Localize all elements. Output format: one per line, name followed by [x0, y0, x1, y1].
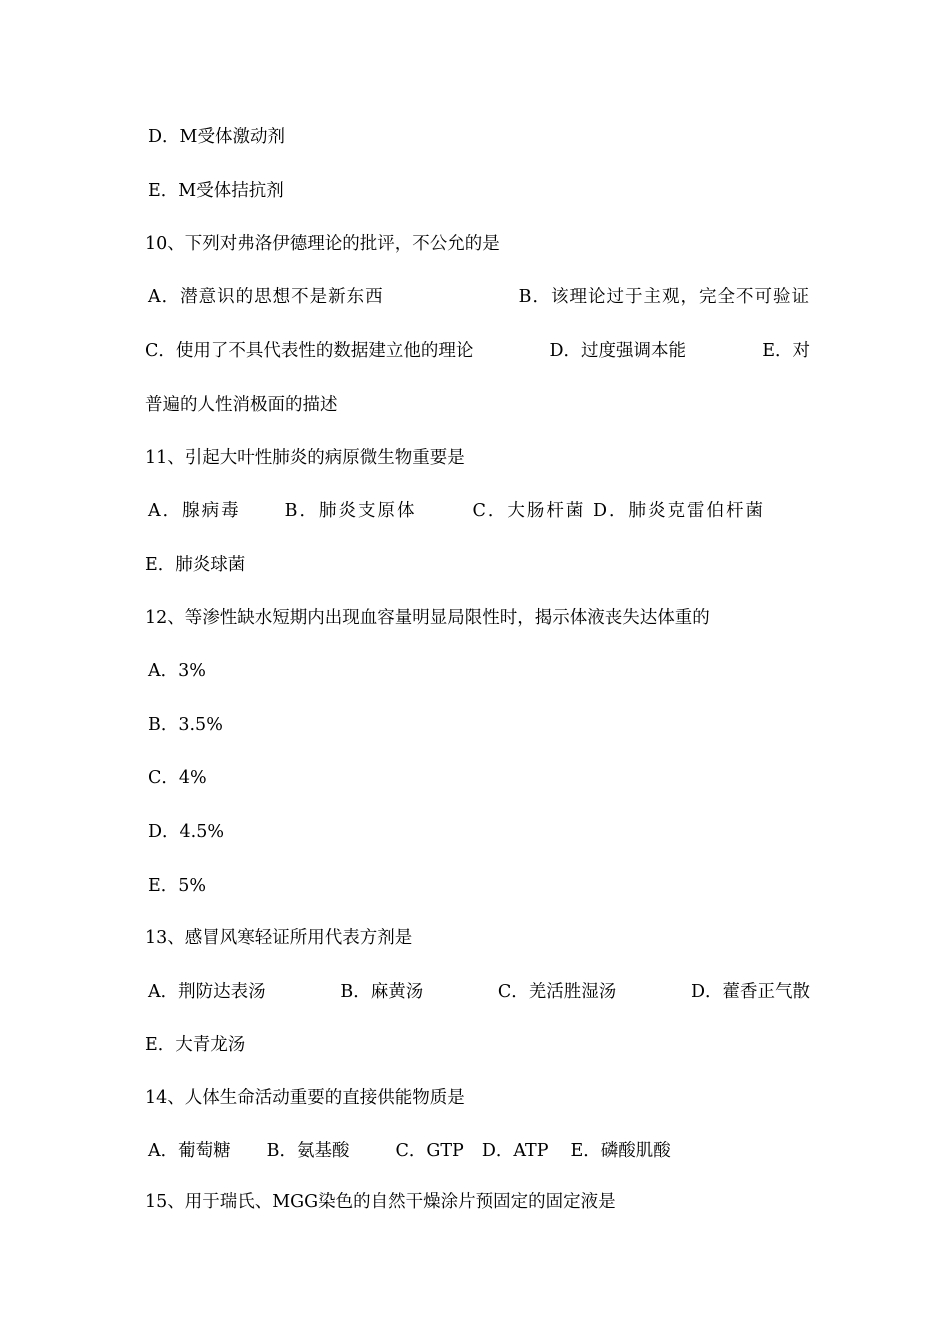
- option-line: [145, 871, 810, 901]
- option-d: D．ATP: [481, 1141, 549, 1161]
- option-e-continued: 普遍的人性消极面的描述: [145, 395, 338, 415]
- question-13: [145, 923, 810, 953]
- question-11-options-row-2: [145, 550, 810, 580]
- question-14-options-row-1: [145, 1136, 810, 1166]
- question-10: [145, 229, 810, 259]
- option-d: D．藿香正气散: [690, 982, 810, 1002]
- option-c: C．使用了不具代表性的数据建立他的理论: [145, 341, 474, 361]
- option-c: C．羌活胜湿汤: [497, 982, 617, 1002]
- question-text: 12、等渗性缺水短期内出现血容量明显局限性时，揭示体液丧失达体重的: [145, 608, 710, 628]
- question-text: 13、感冒风寒轻证所用代表方剂是: [145, 928, 413, 948]
- option-line: [145, 817, 810, 847]
- option-b: B．该理论过于主观，完全不可验证: [518, 287, 810, 307]
- option-d: D．4.5%: [148, 822, 224, 842]
- option-e: E．大青龙汤: [145, 1035, 246, 1055]
- option-c: C．4%: [148, 768, 207, 788]
- option-line: [145, 176, 810, 206]
- question-text: 10、下列对弗洛伊德理论的批评，不公允的是: [145, 234, 500, 254]
- option-text: D．M受体激动剂: [148, 127, 285, 147]
- question-10-options-row-1: [145, 282, 810, 312]
- option-line: [145, 763, 810, 793]
- question-text: 15、用于瑞氏、MGG染色的自然干燥涂片预固定的固定液是: [145, 1192, 616, 1212]
- option-c-d: C．大肠杆菌 D．肺炎克雷伯杆菌: [472, 501, 765, 521]
- option-a: A．潜意识的思想不是新东西: [148, 287, 384, 307]
- option-b: B．氨基酸: [266, 1141, 350, 1161]
- option-line: [145, 710, 810, 740]
- option-e: E．磷酸肌酸: [570, 1141, 671, 1161]
- question-11-options-row-1: [145, 496, 810, 526]
- option-a: A．3%: [148, 661, 206, 681]
- option-a: A．腺病毒: [148, 501, 241, 521]
- question-15: [145, 1187, 810, 1217]
- option-e: E．肺炎球菌: [145, 555, 246, 575]
- option-e: E．对: [762, 341, 810, 361]
- option-e: E．5%: [148, 876, 207, 896]
- option-b: B．肺炎支原体: [284, 501, 417, 521]
- question-12: [145, 603, 810, 633]
- question-text: 14、人体生命活动重要的直接供能物质是: [145, 1088, 465, 1108]
- question-10-options-row-3: [145, 390, 810, 420]
- option-c: C．GTP: [395, 1141, 464, 1161]
- question-11: [145, 443, 810, 473]
- option-a: A．葡萄糖: [148, 1141, 231, 1161]
- question-text: 11、引起大叶性肺炎的病原微生物重要是: [145, 448, 465, 468]
- option-line: [145, 656, 810, 686]
- option-line: [145, 122, 810, 152]
- option-b: B．3.5%: [148, 715, 223, 735]
- option-text: E．M受体拮抗剂: [148, 181, 284, 201]
- option-a: A．荆防达表汤: [148, 982, 266, 1002]
- option-d: D．过度强调本能: [549, 341, 687, 361]
- question-10-options-row-2: [145, 336, 810, 366]
- option-b: B．麻黄汤: [340, 982, 424, 1002]
- question-13-options-row-1: [145, 977, 810, 1007]
- question-14: [145, 1083, 810, 1113]
- question-13-options-row-2: [145, 1030, 810, 1060]
